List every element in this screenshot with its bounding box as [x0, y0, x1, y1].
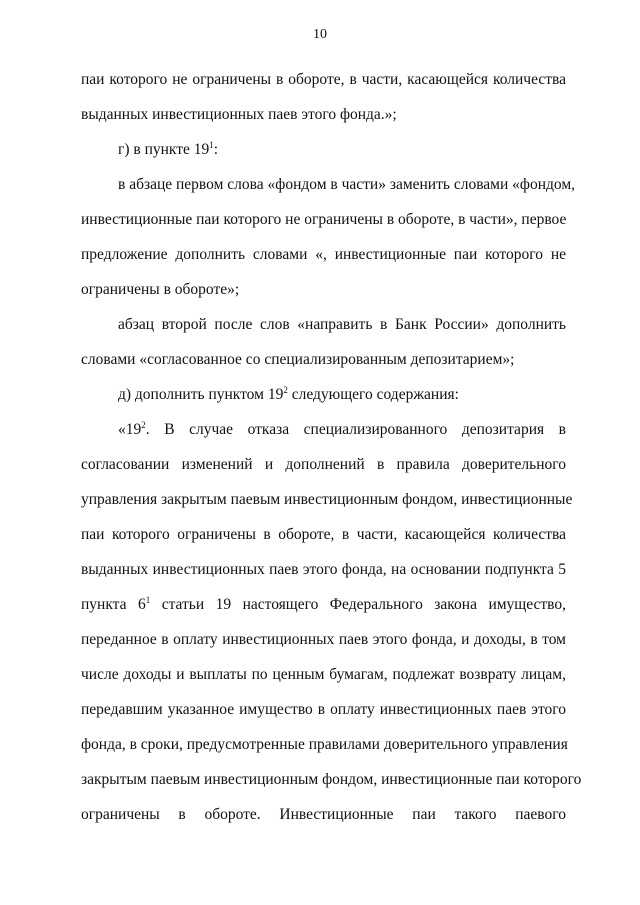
superscript: 2 — [283, 385, 288, 395]
text-line — [81, 692, 566, 727]
line-text: абзац второй после слов «направить в Банк России» дополнить — [118, 316, 566, 333]
line-text: словами «согласованное со специализированным депозитарием»; — [81, 351, 515, 368]
text-line — [81, 377, 566, 412]
page-number: 10 — [313, 27, 327, 42]
line-text: инвестиционные паи которого не ограничены в обороте, в части», первое — [81, 211, 567, 228]
text-line — [81, 272, 566, 307]
text-line — [81, 552, 566, 587]
line-text-continuation: . В случае отказа специализированного депозитария в — [145, 421, 566, 438]
line-text: ограничены в обороте. Инвестиционные паи такого паевого — [81, 806, 566, 823]
line-text: предложение дополнить словами «, инвестиционные паи которого не — [81, 246, 566, 263]
line-text: «19 — [118, 421, 142, 438]
text-line — [81, 797, 566, 832]
text-line — [81, 482, 573, 517]
text-line — [81, 657, 566, 692]
text-line — [81, 412, 566, 447]
text-line — [81, 202, 566, 237]
line-text: г) в пункте 19 — [118, 141, 210, 158]
line-text: выданных инвестиционных паев этого фонда.»; — [81, 106, 397, 123]
text-line — [81, 587, 566, 622]
line-text-continuation: следующего содержания: — [287, 386, 459, 403]
text-line — [81, 342, 566, 377]
text-line — [81, 132, 566, 167]
text-line — [81, 307, 566, 342]
text-line — [81, 622, 566, 657]
text-line — [81, 237, 566, 272]
text-line — [81, 167, 576, 202]
text-line — [81, 447, 566, 482]
text-line — [81, 517, 566, 552]
line-text: фонда, в сроки, предусмотренные правилами доверительного управления — [81, 736, 568, 753]
line-text: пункта 6 — [81, 596, 146, 613]
line-text-continuation: статьи 19 настоящего Федерального закона имущество, — [150, 596, 566, 613]
line-text: паи которого ограничены в обороте, в части, касающейся количества — [81, 526, 566, 543]
line-text: д) дополнить пунктом 19 — [118, 386, 284, 403]
line-text-continuation: : — [213, 141, 219, 158]
line-text: закрытым паевым инвестиционным фондом, инвестиционные паи которого — [81, 771, 582, 788]
superscript: 2 — [141, 420, 146, 430]
line-text: переданное в оплату инвестиционных паев этого фонда, и доходы, в том — [81, 631, 566, 648]
superscript: 1 — [209, 140, 214, 150]
line-text: числе доходы и выплаты по ценным бумагам, подлежат возврату лицам, — [81, 666, 566, 683]
superscript: 1 — [145, 595, 151, 605]
text-line — [81, 62, 566, 97]
line-text: в абзаце первом слова «фондом в части» заменить словами «фондом, — [118, 176, 576, 193]
text-line — [81, 762, 582, 797]
line-text: согласовании изменений и дополнений в правила доверительного — [81, 456, 566, 473]
text-line — [81, 727, 566, 762]
line-text: передавшим указанное имущество в оплату инвестиционных паев этого — [81, 701, 566, 718]
line-text: выданных инвестиционных паев этого фонда, на основании подпункта 5 — [81, 561, 566, 578]
line-text: паи которого не ограничены в обороте, в части, касающейся количества — [81, 71, 566, 88]
text-line — [81, 97, 566, 132]
document-body — [81, 62, 582, 832]
line-text: управления закрытым паевым инвестиционным фондом, инвестиционные — [81, 491, 573, 508]
line-text: ограничены в обороте»; — [81, 281, 240, 298]
